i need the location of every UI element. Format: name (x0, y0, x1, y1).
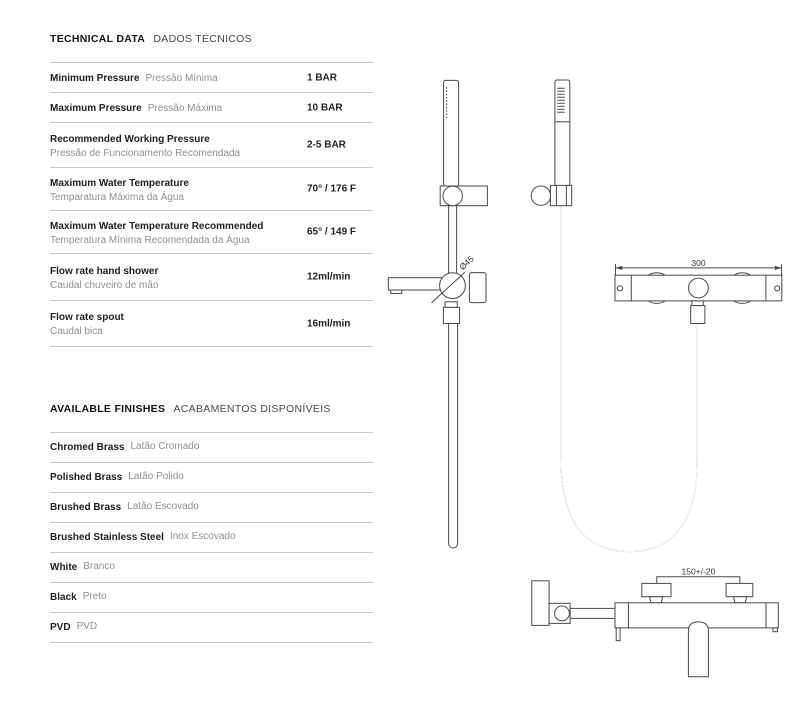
row-label-en: Minimum Pressure (50, 73, 140, 85)
row-label-en: Flow rate hand shower (50, 265, 159, 277)
section-title-pt: DADOS TÉCNICOS (153, 33, 252, 45)
row-value: 12ml/min (307, 271, 351, 283)
row-label-pt: Pressão de Funcionamento Recomendada (50, 147, 241, 159)
finish-label-en: PVD (50, 621, 71, 633)
finish-label-pt: Latão Polido (128, 471, 184, 483)
table-row (50, 301, 373, 347)
row-label-en: Maximum Water Temperature Recommended (50, 220, 264, 232)
row-value: 65° / 149 F (307, 226, 357, 238)
drawing-valve-top (532, 567, 779, 677)
row-label-pt: Pressão Máxima (147, 103, 223, 115)
finish-row (50, 523, 373, 553)
row-label-pt: Pressão Mínima (145, 73, 218, 85)
row-value: 16ml/min (307, 318, 351, 329)
finish-label-en: Black (50, 591, 77, 603)
available-finishes-section (50, 403, 373, 643)
table-row (50, 123, 373, 168)
row-label-en: Maximum Pressure (50, 103, 142, 115)
finish-label-pt: Latão Escovado (127, 501, 199, 513)
finish-row (50, 583, 373, 613)
finish-row (50, 493, 373, 523)
technical-data-table (50, 62, 373, 347)
drawing-valve-front (615, 258, 782, 324)
finish-label-pt: PVD (76, 621, 98, 633)
row-label-pt: Caudal chuveiro de mão (50, 279, 159, 291)
section-title-en: TECHNICAL DATA (50, 33, 146, 45)
finish-row (50, 553, 373, 583)
finish-label-pt: Inox Escovado (169, 531, 236, 543)
finish-row (50, 433, 373, 463)
available-finishes-title (50, 403, 373, 417)
finish-row (50, 613, 373, 643)
finish-label-en: Brushed Stainless Steel (50, 531, 164, 543)
section-title-en: AVAILABLE FINISHES (50, 403, 166, 415)
table-row (50, 211, 373, 254)
technical-data-section (50, 33, 373, 347)
table-row (50, 63, 373, 93)
finish-label-pt: Branco (83, 561, 115, 573)
row-value: 1 BAR (307, 72, 338, 83)
row-label-en: Flow rate spout (50, 312, 124, 324)
dimension-label-diameter: Ø45 (457, 253, 476, 272)
finish-label-pt: Preto (82, 591, 107, 603)
dimension-label-spacing: 150+/-20 (681, 566, 716, 577)
row-label-pt: Temparatura Máxima da Água (50, 191, 184, 203)
finish-label-en: Polished Brass (50, 471, 123, 483)
finish-label-en: Chromed Brass (50, 441, 125, 453)
table-row (50, 254, 373, 301)
available-finishes-table (50, 432, 373, 643)
table-row (50, 168, 373, 211)
table-row (50, 93, 373, 123)
finish-row (50, 463, 373, 493)
drawing-side-view (388, 80, 487, 548)
section-title-pt: ACABAMENTOS DISPONÍVEIS (173, 403, 331, 415)
technical-data-title (50, 33, 373, 47)
row-value: 70° / 176 F (307, 183, 357, 195)
row-value: 2-5 BAR (307, 139, 346, 151)
finish-label-en: Brushed Brass (50, 501, 122, 513)
finish-label-pt: Latão Cromado (130, 441, 200, 453)
technical-drawings-panel (380, 0, 800, 711)
row-label-pt: Caudal bica (50, 326, 103, 338)
drawing-hand-shower-front (531, 80, 697, 552)
row-label-pt: Temperatura Mínima Recomendada da Água (50, 234, 250, 246)
row-label-en: Recommended Working Pressure (50, 133, 210, 145)
finish-label-en: White (50, 561, 78, 573)
dimension-label-width: 300 (691, 258, 706, 268)
row-value: 10 BAR (307, 102, 343, 113)
row-label-en: Maximum Water Temperature (50, 177, 189, 189)
